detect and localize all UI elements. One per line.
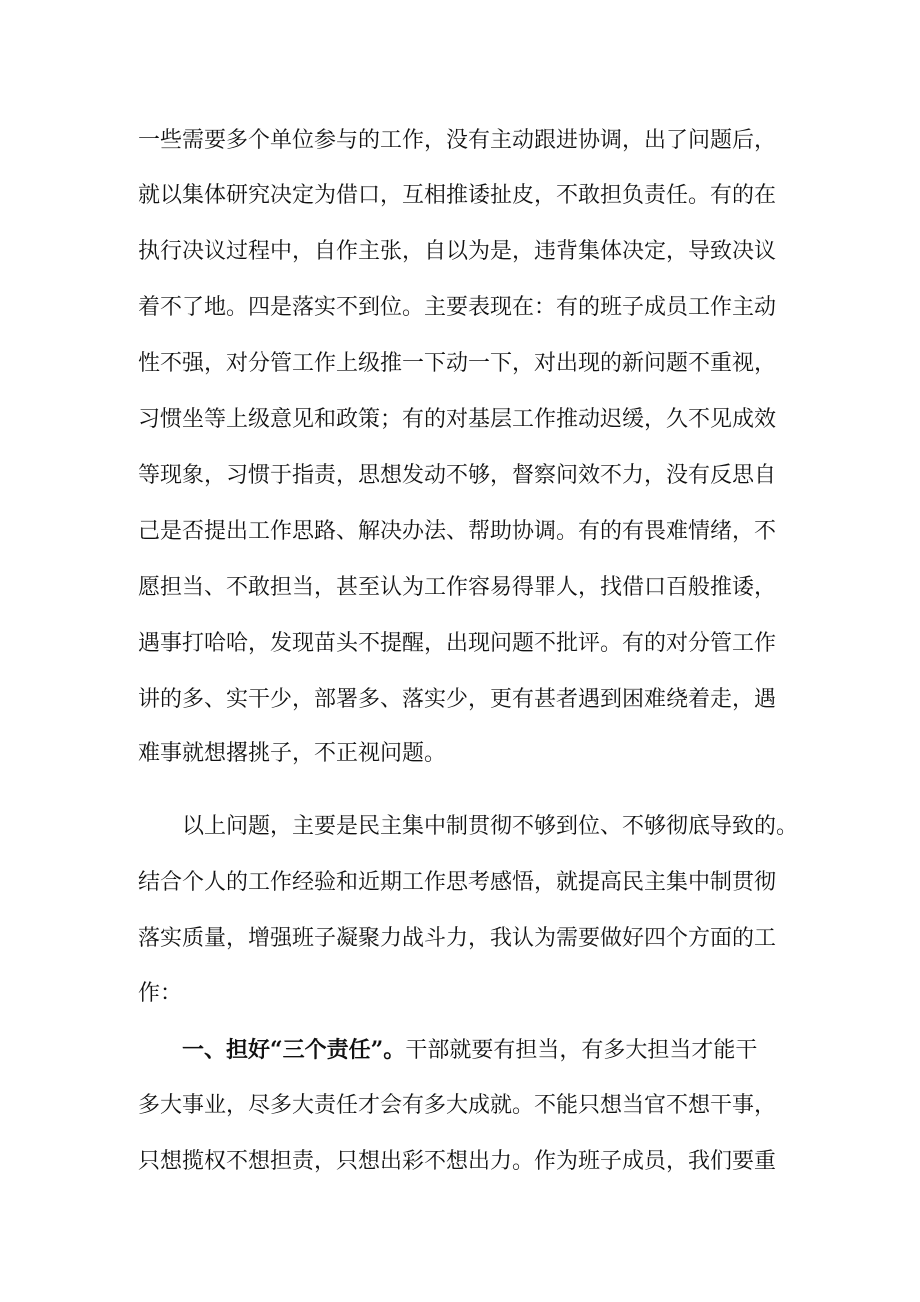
paragraph-line: 以上问题，主要是民主集中制贯彻不够到位、不够彻底导致的。 (182, 814, 799, 839)
section-text: 干部就要有担当，有多大担当才能干 (405, 1038, 758, 1063)
paragraph-line (182, 1035, 802, 1066)
paragraph-line: 就以集体研究决定为借口，互相推诿扯皮，不敢担负责任。有的在 (138, 183, 777, 208)
paragraph-line: 性不强，对分管工作上级推一下动一下，对出现的新问题不重视， (138, 351, 777, 376)
paragraph-line: 多大事业，尽多大责任才会有多大成就。不能只想当官不想干事， (138, 1093, 777, 1118)
paragraph-line: 着不了地。四是落实不到位。主要表现在：有的班子成员工作主动 (138, 295, 777, 320)
paragraph-line: 等现象，习惯于指责，思想发动不够，督察问效不力，没有反思自 (138, 463, 777, 488)
section-heading: 一、担好“三个责任”。 (182, 1037, 406, 1063)
paragraph-line: 只想揽权不想担责，只想出彩不想出力。作为班子成员，我们要重 (138, 1149, 777, 1174)
paragraph-line: 作： (138, 981, 183, 1006)
paragraph-line: 习惯坐等上级意见和政策；有的对基层工作推动迟缓，久不见成效 (138, 407, 777, 432)
paragraph-line: 一些需要多个单位参与的工作，没有主动跟进协调，出了问题后， (138, 128, 777, 153)
paragraph-line: 愿担当、不敢担当，甚至认为工作容易得罪人，找借口百般推诿， (138, 575, 777, 600)
paragraph-line: 己是否提出工作思路、解决办法、帮助协调。有的有畏难情绪，不 (138, 519, 777, 544)
paragraph-line: 讲的多、实干少，部署多、落实少，更有甚者遇到困难绕着走，遇 (138, 687, 777, 712)
paragraph-line: 落实质量，增强班子凝聚力战斗力，我认为需要做好四个方面的工 (138, 926, 777, 951)
paragraph-line: 遇事打哈哈，发现苗头不提醒，出现问题不批评。有的对分管工作 (138, 631, 777, 656)
paragraph-line: 结合个人的工作经验和近期工作思考感悟，就提高民主集中制贯彻 (138, 870, 777, 895)
paragraph-line: 难事就想撂挑子，不正视问题。 (138, 741, 447, 766)
paragraph-line: 执行决议过程中，自作主张，自以为是，违背集体决定，导致决议 (138, 239, 777, 264)
